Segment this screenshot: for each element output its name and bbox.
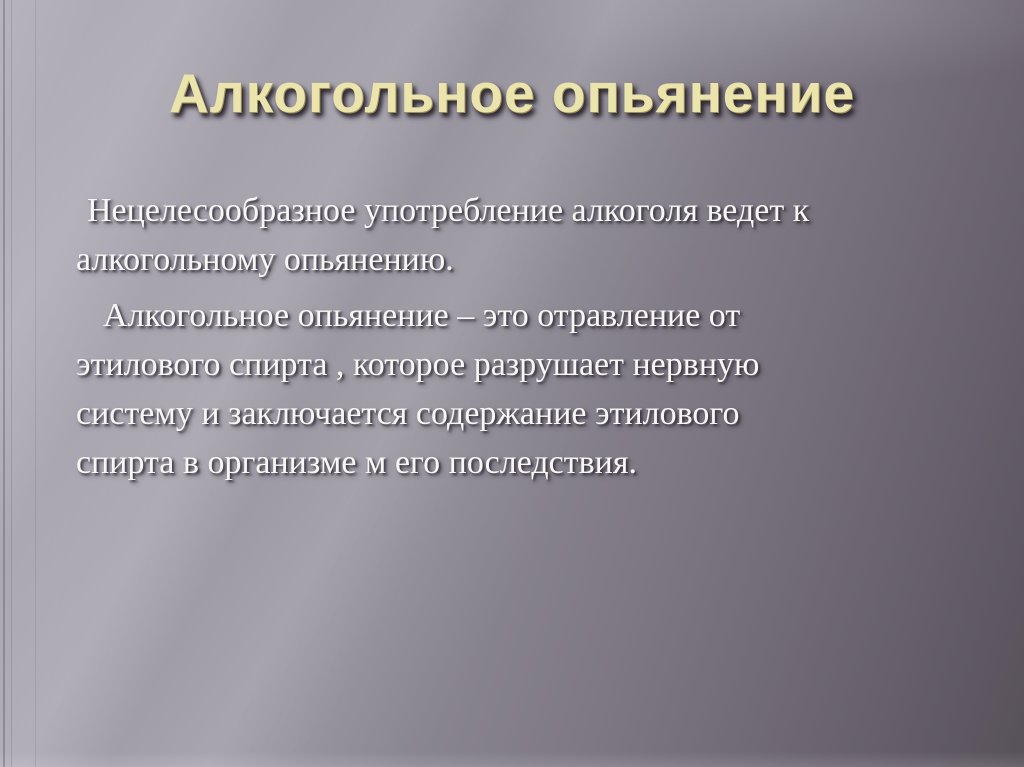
slide-title: Алкогольное опьянение xyxy=(168,62,856,124)
paragraph xyxy=(76,186,944,284)
paragraph xyxy=(76,291,944,487)
text-line: алкогольному опьянению. xyxy=(76,241,454,278)
slide-body xyxy=(76,186,944,494)
text-line: Нецелесообразное употребление алкоголя ведет к xyxy=(87,192,810,229)
text-line: спирта в организме м его последствия. xyxy=(76,444,638,481)
text-line: систему и заключается содержание этилового xyxy=(76,395,740,432)
text-line: Алкогольное опьянение – это отравление от xyxy=(103,297,741,334)
text-line: этилового спирта , которое разрушает нервную xyxy=(76,346,760,383)
